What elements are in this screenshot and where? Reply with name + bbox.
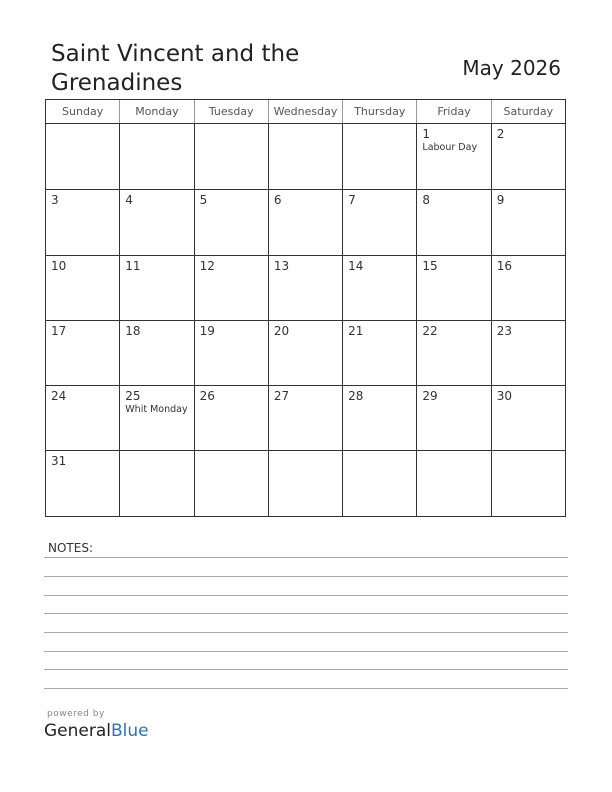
day-cell [119,451,193,515]
notes-line [44,669,568,670]
day-cell [268,124,342,189]
day-cell [268,256,342,320]
day-cell [416,124,490,189]
day-cell [342,256,416,320]
day-number: 9 [496,193,505,208]
day-cell [194,386,268,450]
weekday-label: Monday [119,100,193,123]
day-cell [46,124,119,189]
day-number: 21 [348,323,364,338]
day-number: 29 [422,389,438,404]
weekday-header [46,100,565,124]
day-cell [416,321,490,385]
day-cell [119,190,193,254]
day-number: 28 [348,389,364,404]
day-number: 12 [199,258,215,273]
day-number: 16 [496,258,512,273]
week-row [46,255,565,320]
day-cell [46,386,119,450]
day-cell [416,256,490,320]
weekday-label: Wednesday [268,100,342,123]
week-row [46,450,565,515]
day-number: 18 [125,323,141,338]
day-cell [491,124,565,189]
title-line-2: Grenadines [51,70,183,96]
day-cell [194,124,268,189]
day-cell [491,321,565,385]
day-cell [268,321,342,385]
week-row [46,124,565,189]
day-number: 26 [199,389,215,404]
brand-general: General [44,721,111,741]
day-number: 23 [496,323,512,338]
day-number: 7 [348,193,356,208]
calendar-grid [45,99,566,517]
day-cell [194,451,268,515]
day-cell [342,451,416,515]
day-number: 14 [348,258,364,273]
day-number: 11 [125,258,141,273]
day-cell [119,256,193,320]
notes-line [44,651,568,652]
day-cell [194,321,268,385]
day-number: 24 [51,389,67,404]
weekday-label: Saturday [491,100,565,123]
day-cell [342,386,416,450]
week-row [46,189,565,254]
day-number: 10 [51,258,67,273]
day-cell [416,190,490,254]
day-cell [119,321,193,385]
brand-blue: Blue [111,721,149,741]
day-cell [194,256,268,320]
day-number: 5 [199,193,208,208]
day-number: 19 [199,323,215,338]
day-cell [268,386,342,450]
day-cell [46,321,119,385]
day-cell [194,190,268,254]
weekday-label: Tuesday [194,100,268,123]
day-cell [416,451,490,515]
day-number: 3 [51,193,59,208]
day-cell [46,190,119,254]
week-row [46,320,565,385]
week-row [46,385,565,450]
generalblue-logo[interactable] [44,721,149,741]
notes-line [44,557,568,558]
weekday-label: Sunday [62,105,104,118]
day-number: 27 [273,389,290,404]
day-number: 22 [422,323,438,338]
weekday-label: Friday [416,100,490,123]
day-number: 31 [51,454,67,469]
day-cell [268,190,342,254]
notes-line [44,688,568,689]
month-year: May 2026 [462,56,561,80]
title-line-1: Saint Vincent and the [51,41,300,67]
day-number: 1 [422,127,431,141]
day-cell [46,256,119,320]
holiday-label: Whit Monday [125,404,188,416]
day-number: 13 [273,258,290,273]
day-number: 30 [496,389,512,404]
notes-line [44,595,568,596]
day-cell [46,451,119,515]
day-number: 20 [273,323,290,338]
day-cell [491,190,565,254]
day-cell [491,256,565,320]
calendar-title [51,40,351,98]
notes-line [44,576,568,577]
notes-line [44,632,568,633]
day-number: 17 [51,323,67,338]
day-number: 2 [496,127,505,141]
weekday-label: Thursday [342,100,416,123]
day-number: 15 [422,258,438,273]
day-number: 8 [422,193,431,208]
day-cell [268,451,342,515]
day-cell [119,124,193,189]
day-cell [491,386,565,450]
day-cell [342,190,416,254]
notes-line [44,613,568,614]
day-cell [491,451,565,515]
day-cell [342,321,416,385]
day-number: 4 [125,193,133,208]
holiday-label: Labour Day [422,142,478,153]
powered-by-text: powered by [47,709,105,719]
day-cell [416,386,490,450]
day-number: 6 [273,193,282,208]
day-number: 25 [125,389,141,404]
notes-label: NOTES: [48,541,93,555]
day-cell [342,124,416,189]
day-cell [119,386,193,450]
weeks-container [46,124,565,516]
